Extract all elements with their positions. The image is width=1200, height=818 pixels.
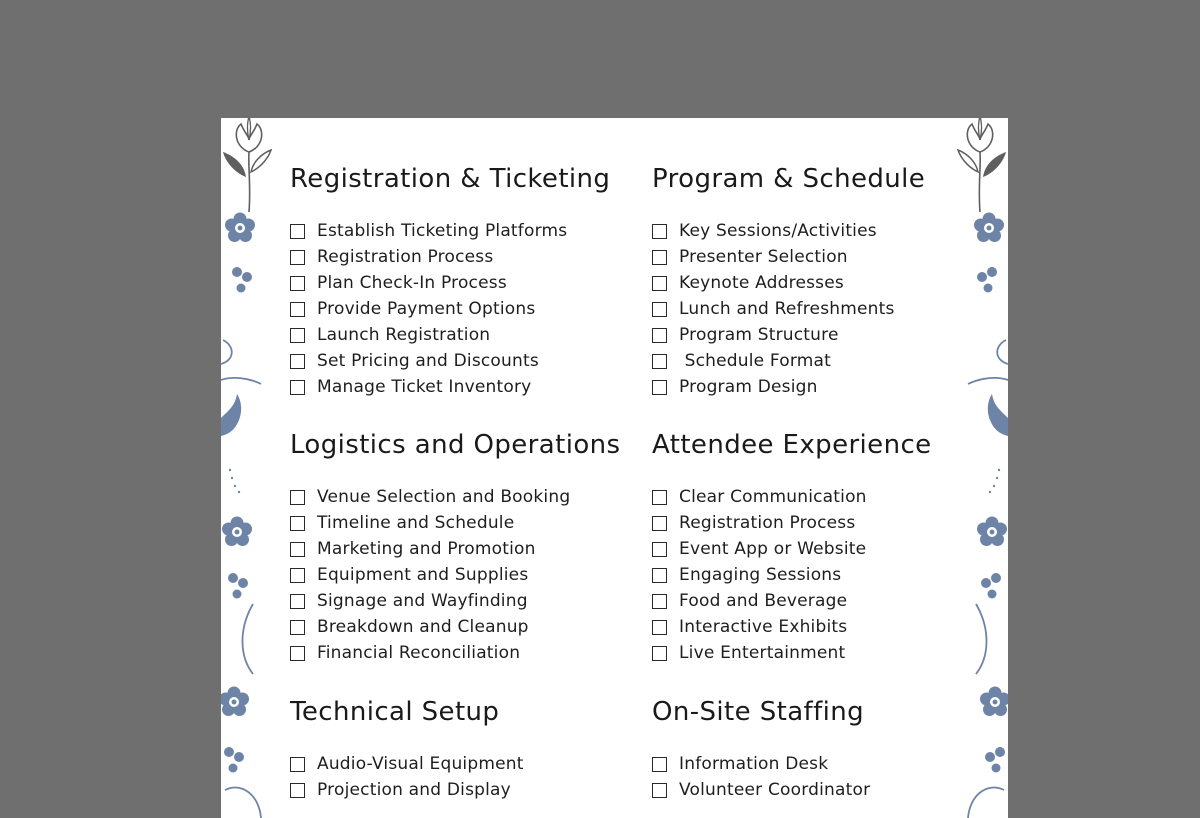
item-label: Registration Process <box>317 247 494 267</box>
checkbox[interactable] <box>290 276 305 291</box>
checkbox[interactable] <box>652 568 667 583</box>
checkbox[interactable] <box>290 542 305 557</box>
item-label: Clear Communication <box>679 487 867 507</box>
item-label: Program Design <box>679 377 818 397</box>
checklist-item[interactable] <box>652 588 932 614</box>
item-label: Key Sessions/Activities <box>679 221 877 241</box>
checkbox[interactable] <box>290 594 305 609</box>
section-title: Technical Setup <box>290 697 500 727</box>
section-title: Registration & Ticketing <box>290 164 611 194</box>
checkbox[interactable] <box>290 302 305 317</box>
checklist-item[interactable] <box>652 270 925 296</box>
item-label: Timeline and Schedule <box>317 513 515 533</box>
checkbox[interactable] <box>290 516 305 531</box>
item-label: Plan Check-In Process <box>317 273 507 293</box>
section-on-site-staffing <box>652 697 870 803</box>
checkbox[interactable] <box>652 328 667 343</box>
item-label: Program Structure <box>679 325 839 345</box>
checklist-item[interactable] <box>290 484 620 510</box>
item-label: Information Desk <box>679 754 829 774</box>
checklist-item[interactable] <box>290 270 610 296</box>
checklist-item[interactable] <box>290 510 620 536</box>
checkbox[interactable] <box>652 594 667 609</box>
item-label: Equipment and Supplies <box>317 565 529 585</box>
section-attendee-experience <box>652 430 932 666</box>
section-title: Program & Schedule <box>652 164 926 194</box>
checkbox[interactable] <box>652 757 667 772</box>
checkbox[interactable] <box>290 646 305 661</box>
checkbox[interactable] <box>290 620 305 635</box>
checklist-item[interactable] <box>652 614 932 640</box>
item-label: Registration Process <box>679 513 856 533</box>
checklist <box>290 218 610 400</box>
checklist-item[interactable] <box>290 536 620 562</box>
checklist-item[interactable] <box>652 640 932 666</box>
item-label: Financial Reconciliation <box>317 643 521 663</box>
checkbox[interactable] <box>652 646 667 661</box>
checklist-item[interactable] <box>652 536 932 562</box>
checklist-item[interactable] <box>652 244 925 270</box>
item-label: Venue Selection and Booking <box>317 487 571 507</box>
checklist-item[interactable] <box>290 751 524 777</box>
right-border <box>958 118 1008 818</box>
checkbox[interactable] <box>290 783 305 798</box>
checklist-item[interactable] <box>290 218 610 244</box>
section-program-schedule <box>652 164 925 400</box>
checkbox[interactable] <box>290 328 305 343</box>
item-label: Live Entertainment <box>679 643 846 663</box>
checklist <box>290 484 620 666</box>
checklist-item[interactable] <box>652 777 870 803</box>
checklist <box>652 484 932 666</box>
item-label: Provide Payment Options <box>317 299 536 319</box>
section-technical-setup <box>290 697 524 803</box>
checklist-item[interactable] <box>290 562 620 588</box>
checklist-item[interactable] <box>652 322 925 348</box>
checklist-item[interactable] <box>652 348 925 374</box>
section-title: Attendee Experience <box>652 430 932 460</box>
checklist-item[interactable] <box>290 322 610 348</box>
item-label: Engaging Sessions <box>679 565 842 585</box>
checkbox[interactable] <box>290 490 305 505</box>
checklist <box>652 751 870 803</box>
item-label: Projection and Display <box>317 780 511 800</box>
checkbox[interactable] <box>652 380 667 395</box>
checklist-item[interactable] <box>652 510 932 536</box>
checklist-item[interactable] <box>652 751 870 777</box>
item-label: Launch Registration <box>317 325 491 345</box>
item-label: Establish Ticketing Platforms <box>317 221 568 241</box>
checkbox[interactable] <box>652 516 667 531</box>
checklist <box>652 218 925 400</box>
checkbox[interactable] <box>652 783 667 798</box>
checkbox[interactable] <box>290 354 305 369</box>
section-logistics-operations <box>290 430 620 666</box>
checklist-item[interactable] <box>290 374 610 400</box>
checkbox[interactable] <box>290 250 305 265</box>
checklist-item[interactable] <box>290 614 620 640</box>
checklist-item[interactable] <box>290 588 620 614</box>
left-border <box>221 118 271 818</box>
checkbox[interactable] <box>290 224 305 239</box>
item-label: Breakdown and Cleanup <box>317 617 529 637</box>
checklist <box>290 751 524 803</box>
checklist-item[interactable] <box>290 640 620 666</box>
checklist-item[interactable] <box>290 777 524 803</box>
item-label: Signage and Wayfinding <box>317 591 528 611</box>
checklist-page <box>221 118 1008 818</box>
item-label: Volunteer Coordinator <box>679 780 871 800</box>
checkbox[interactable] <box>652 224 667 239</box>
checklist-item[interactable] <box>652 484 932 510</box>
checkbox[interactable] <box>652 302 667 317</box>
section-registration-ticketing <box>290 164 610 400</box>
section-title: On-Site Staffing <box>652 697 865 727</box>
checkbox[interactable] <box>290 380 305 395</box>
item-label: Marketing and Promotion <box>317 539 536 559</box>
item-label: Event App or Website <box>679 539 867 559</box>
item-label: Presenter Selection <box>679 247 848 267</box>
item-label: Schedule Format <box>679 351 832 371</box>
checklist-item[interactable] <box>290 296 610 322</box>
checkbox[interactable] <box>652 542 667 557</box>
checkbox[interactable] <box>290 568 305 583</box>
checklist-item[interactable] <box>652 374 925 400</box>
checklist-item[interactable] <box>652 218 925 244</box>
checkbox[interactable] <box>290 757 305 772</box>
checkbox[interactable] <box>652 620 667 635</box>
item-label: Interactive Exhibits <box>679 617 848 637</box>
checkbox[interactable] <box>652 276 667 291</box>
item-label: Food and Beverage <box>679 591 848 611</box>
checklist-item[interactable] <box>652 562 932 588</box>
checklist-item[interactable] <box>652 296 925 322</box>
section-title: Logistics and Operations <box>290 430 621 460</box>
checkbox[interactable] <box>652 250 667 265</box>
checkbox[interactable] <box>652 490 667 505</box>
item-label: Audio-Visual Equipment <box>317 754 524 774</box>
checklist-item[interactable] <box>290 244 610 270</box>
checklist-item[interactable] <box>290 348 610 374</box>
item-label: Set Pricing and Discounts <box>317 351 539 371</box>
item-label: Keynote Addresses <box>679 273 844 293</box>
item-label: Lunch and Refreshments <box>679 299 895 319</box>
item-label: Manage Ticket Inventory <box>317 377 532 397</box>
checkbox[interactable] <box>652 354 667 369</box>
